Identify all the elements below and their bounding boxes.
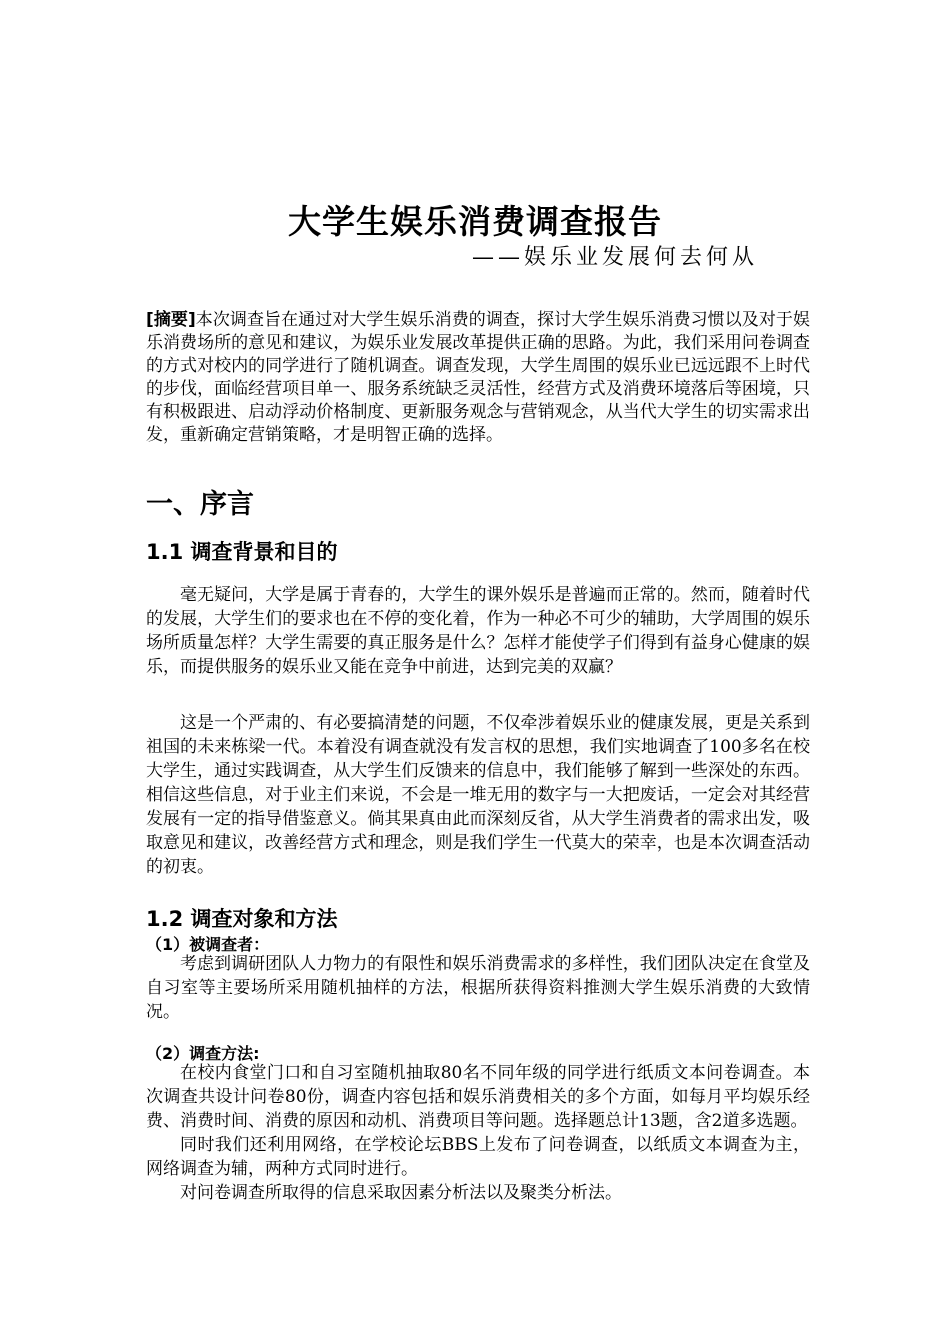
paragraph-method-1: 在校内食堂门口和自习室随机抽取80名不同年级的同学进行纸质文本问卷调查。本次调查共设计问卷80份，调查内容包括和娱乐消费相关的多个方面，如每月平均娱乐经费、消费时间、消费的原因和动机、消费项目等问题。选择题总计13题，含2道多选题。 <box>146 1063 810 1131</box>
abstract-tag: [摘要] <box>146 310 196 330</box>
abstract <box>146 309 810 447</box>
paragraph-background-1: 毫无疑问，大学是属于青春的，大学生的课外娱乐是普遍而正常的。然而，随着时代的发展，大学生们的要求也在不停的变化着，作为一种必不可少的辅助，大学周围的娱乐场所质量怎样？大学生需要的真正服务是什么？怎样才能使学子们得到有益身心健康的娱乐，而提供服务的娱乐业又能在竞争中前进，达到完美的双赢？ <box>146 585 810 677</box>
paragraph <box>146 711 810 879</box>
paragraph <box>146 583 810 679</box>
page-title: 大学生娱乐消费调查报告 <box>288 202 662 241</box>
subsection-heading-1-1: 1.1 调查背景和目的 <box>146 540 338 564</box>
subsection-heading-1-2: 1.2 调查对象和方法 <box>146 907 338 931</box>
paragraph <box>146 1061 810 1205</box>
paragraph <box>146 952 810 1024</box>
paragraph-background-2: 这是一个严肃的、有必要搞清楚的问题，不仅牵涉着娱乐业的健康发展，更是关系到祖国的未来栋梁一代。本着没有调查就没有发言权的思想，我们实地调查了100多名在校大学生，通过实践调查，从大学生们反馈来的信息中，我们能够了解到一些深处的东西。相信这些信息，对于业主们来说，不会是一堆无用的数字与一大把废话，一定会对其经营发展有一定的指导借鉴意义。倘其果真由此而深刻反省，从大学生消费者的需求出发，吸取意见和建议，改善经营方式和理念，则是我们学生一代莫大的荣幸，也是本次调查活动的初衷。 <box>146 713 810 877</box>
abstract-text: 本次调查旨在通过对大学生娱乐消费的调查，探讨大学生娱乐消费习惯以及对于娱乐消费场所的意见和建议，为娱乐业发展改革提供正确的思路。为此，我们采用问卷调查的方式对校内的同学进行了随机调查。调查发现，大学生周围的娱乐业已远远跟不上时代的步伐，面临经营项目单一、服务系统缺乏灵活性，经营方式及消费环境落后等困境，只有积极跟进、启动浮动价格制度、更新服务观念与营销观念，从当代大学生的切实需求出发，重新确定营销策略，才是明智正确的选择。 <box>146 310 810 445</box>
section-heading: 一、序言 <box>146 489 254 520</box>
paragraph-respondents: 考虑到调研团队人力物力的有限性和娱乐消费需求的多样性，我们团队决定在食堂及自习室等主要场所采用随机抽样的方法，根据所获得资料推测大学生娱乐消费的大致情况。 <box>146 954 810 1022</box>
label-method: （2）调查方法: <box>146 1044 260 1063</box>
page-subtitle: ——娱乐业发展何去何从 <box>472 245 759 270</box>
label-respondents: （1）被调查者： <box>146 935 270 954</box>
paragraph-method-3: 对问卷调查所取得的信息采取因素分析法以及聚类分析法。 <box>180 1183 622 1203</box>
paragraph-method-2: 同时我们还利用网络，在学校论坛BBS上发布了问卷调查，以纸质文本调查为主，网络调查为辅，两种方式同时进行。 <box>146 1135 810 1179</box>
